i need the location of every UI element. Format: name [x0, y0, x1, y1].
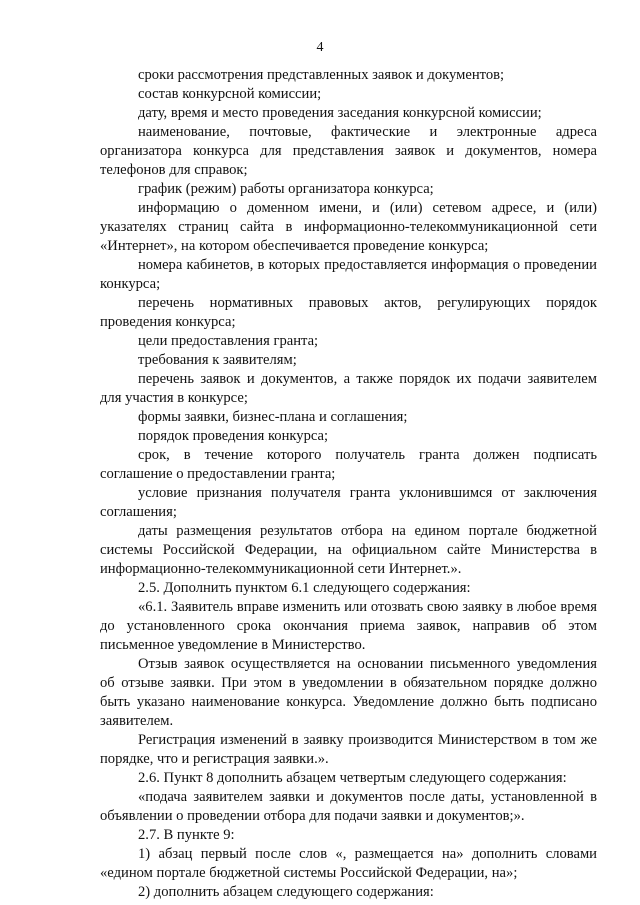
- paragraph: Регистрация изменений в заявку производится Министерством в том же порядке, что и регистрация заявки.».: [100, 732, 597, 767]
- paragraph: график (режим) работы организатора конкурса;: [138, 181, 434, 197]
- paragraph: номера кабинетов, в которых предоставляется информация о проведении конкурса;: [100, 257, 597, 292]
- section-heading: 2.7. В пункте 9:: [138, 827, 235, 843]
- paragraph: требования к заявителям;: [138, 352, 297, 368]
- paragraph: состав конкурсной комиссии;: [138, 86, 322, 102]
- paragraph: перечень заявок и документов, а также порядок их подачи заявителем для участия в конкурсе;: [100, 371, 597, 406]
- paragraph: даты размещения результатов отбора на едином портале бюджетной системы Российской Федерации, на официальном сайте Министерства в информационно-телекоммуникационной сети Интернет.».: [100, 523, 597, 577]
- paragraph: условие признания получателя гранта уклонившимся от заключения соглашения;: [100, 485, 597, 520]
- paragraph: информацию о доменном имени, и (или) сетевом адресе, и (или) указателях страниц сайта в информационно-телекоммуникационной сети «Интернет», на котором обеспечивается проведение конкурса;: [100, 200, 597, 254]
- paragraph: срок, в течение которого получатель гранта должен подписать соглашение о предоставлении гранта;: [100, 447, 597, 482]
- paragraph: наименование, почтовые, фактические и электронные адреса организатора конкурса для представления заявок и документов, номера телефонов для справок;: [100, 124, 597, 178]
- document-body: [100, 66, 597, 902]
- paragraph: формы заявки, бизнес-плана и соглашения;: [138, 409, 408, 425]
- paragraph: Отзыв заявок осуществляется на основании письменного уведомления об отзыве заявки. При этом в уведомлении в обязательном порядке должно быть указано наименование конкурса. Уведомление должно быть подписано заявителем.: [100, 656, 597, 729]
- paragraph: 2) дополнить абзацем следующего содержания:: [138, 884, 434, 900]
- paragraph: цели предоставления гранта;: [138, 333, 319, 349]
- paragraph: дату, время и место проведения заседания конкурсной комиссии;: [138, 105, 542, 121]
- section-heading: 2.6. Пункт 8 дополнить абзацем четвертым следующего содержания:: [138, 770, 567, 786]
- paragraph: перечень нормативных правовых актов, регулирующих порядок проведения конкурса;: [100, 295, 597, 330]
- paragraph: порядок проведения конкурса;: [138, 428, 329, 444]
- paragraph: сроки рассмотрения представленных заявок и документов;: [138, 67, 505, 83]
- paragraph: «6.1. Заявитель вправе изменить или отозвать свою заявку в любое время до установленного срока окончания приема заявок, направив об этом письменное уведомление в Министерство.: [100, 599, 597, 653]
- paragraph: «подача заявителем заявки и документов после даты, установленной в объявлении о проведении отбора для подачи заявки и документов;».: [100, 789, 597, 824]
- paragraph: 1) абзац первый после слов «, размещается на» дополнить словами «едином портале бюджетной системы Российской Федерации, на»;: [100, 846, 597, 881]
- page-number: 4: [316, 40, 324, 55]
- section-heading: 2.5. Дополнить пунктом 6.1 следующего содержания:: [138, 580, 471, 596]
